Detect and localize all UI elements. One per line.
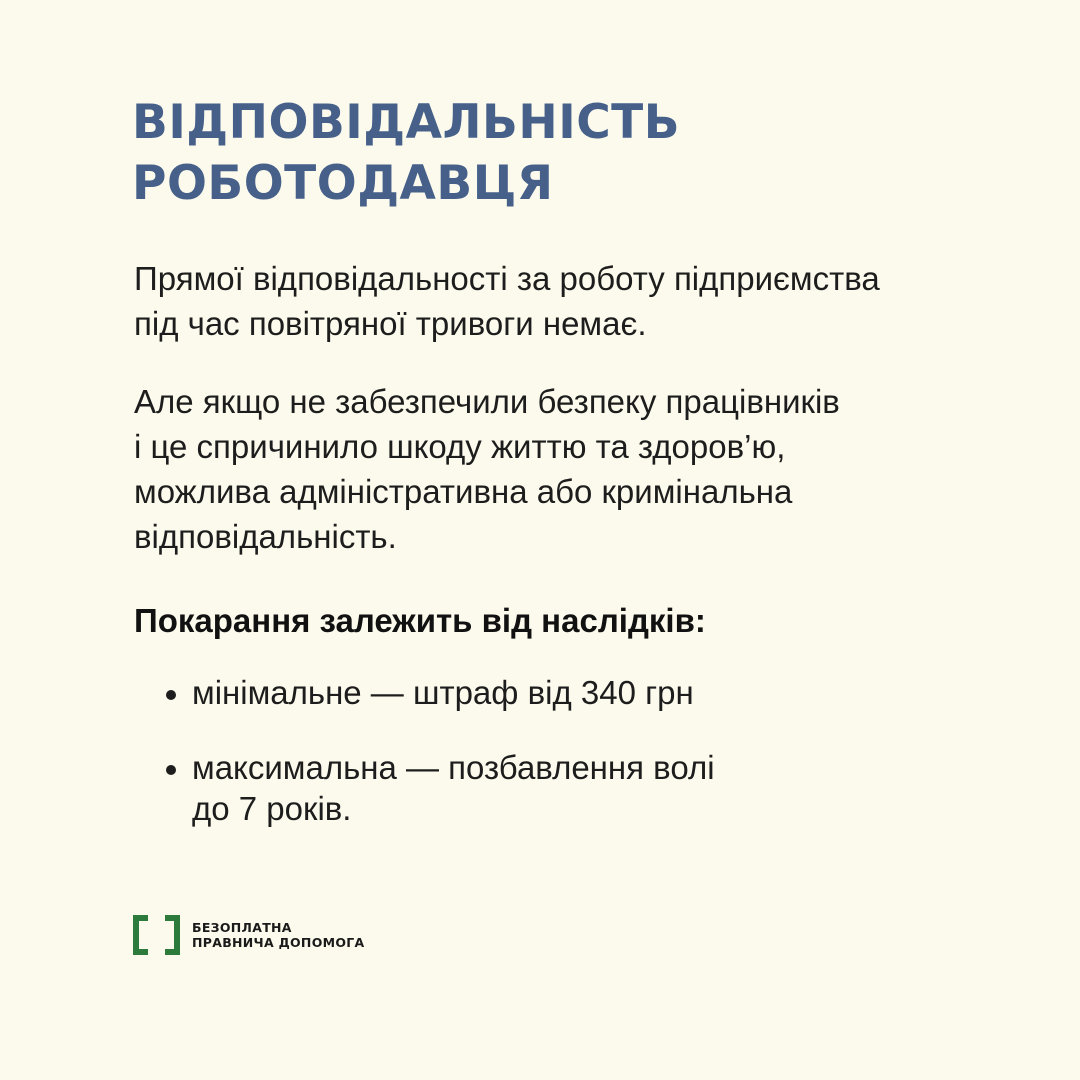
bullet-dot-icon	[166, 765, 176, 775]
paragraph2-line-4: відповідальність.	[134, 518, 397, 555]
penalty-heading: Покарання залежить від наслідків:	[134, 602, 706, 639]
bullet-1-line-1: мінімальне — штраф від 340 грн	[192, 674, 694, 711]
logo-line-1: БЕЗОПЛАТНА	[192, 920, 292, 935]
bracket-right-icon	[165, 915, 180, 955]
card-title	[132, 92, 680, 214]
bullet-2-line-1: максимальна — позбавлення волі	[192, 749, 715, 786]
free-legal-aid-logo	[133, 912, 365, 958]
bracket-left-icon	[133, 915, 148, 955]
bullet-2-line-2: до 7 років.	[192, 790, 352, 827]
paragraph2-line-3: можлива адміністративна або кримінальна	[134, 473, 793, 510]
bullet-dot-icon	[166, 690, 176, 700]
penalty-list	[134, 672, 954, 863]
list-item	[134, 672, 954, 713]
paragraph1-line-1: Прямої відповідальності за роботу підприємства	[134, 260, 880, 297]
logo-line-2: ПРАВНИЧА ДОПОМОГА	[192, 935, 365, 950]
paragraph-possible-liability	[134, 379, 1014, 559]
paragraph-direct-responsibility	[134, 256, 1014, 346]
title-line-1: ВІДПОВІДАЛЬНІСТЬ	[132, 95, 681, 150]
title-line-2: РОБОТОДАВЦЯ	[132, 156, 554, 211]
list-item	[134, 747, 954, 829]
paragraph1-line-2: під час повітряної тривоги немає.	[134, 305, 647, 342]
logo-text	[192, 920, 365, 950]
paragraph2-line-1: Але якщо не забезпечили безпеку працівників	[134, 383, 840, 420]
paragraph2-line-2: і це спричинило шкоду життю та здоров’ю,	[134, 428, 786, 465]
